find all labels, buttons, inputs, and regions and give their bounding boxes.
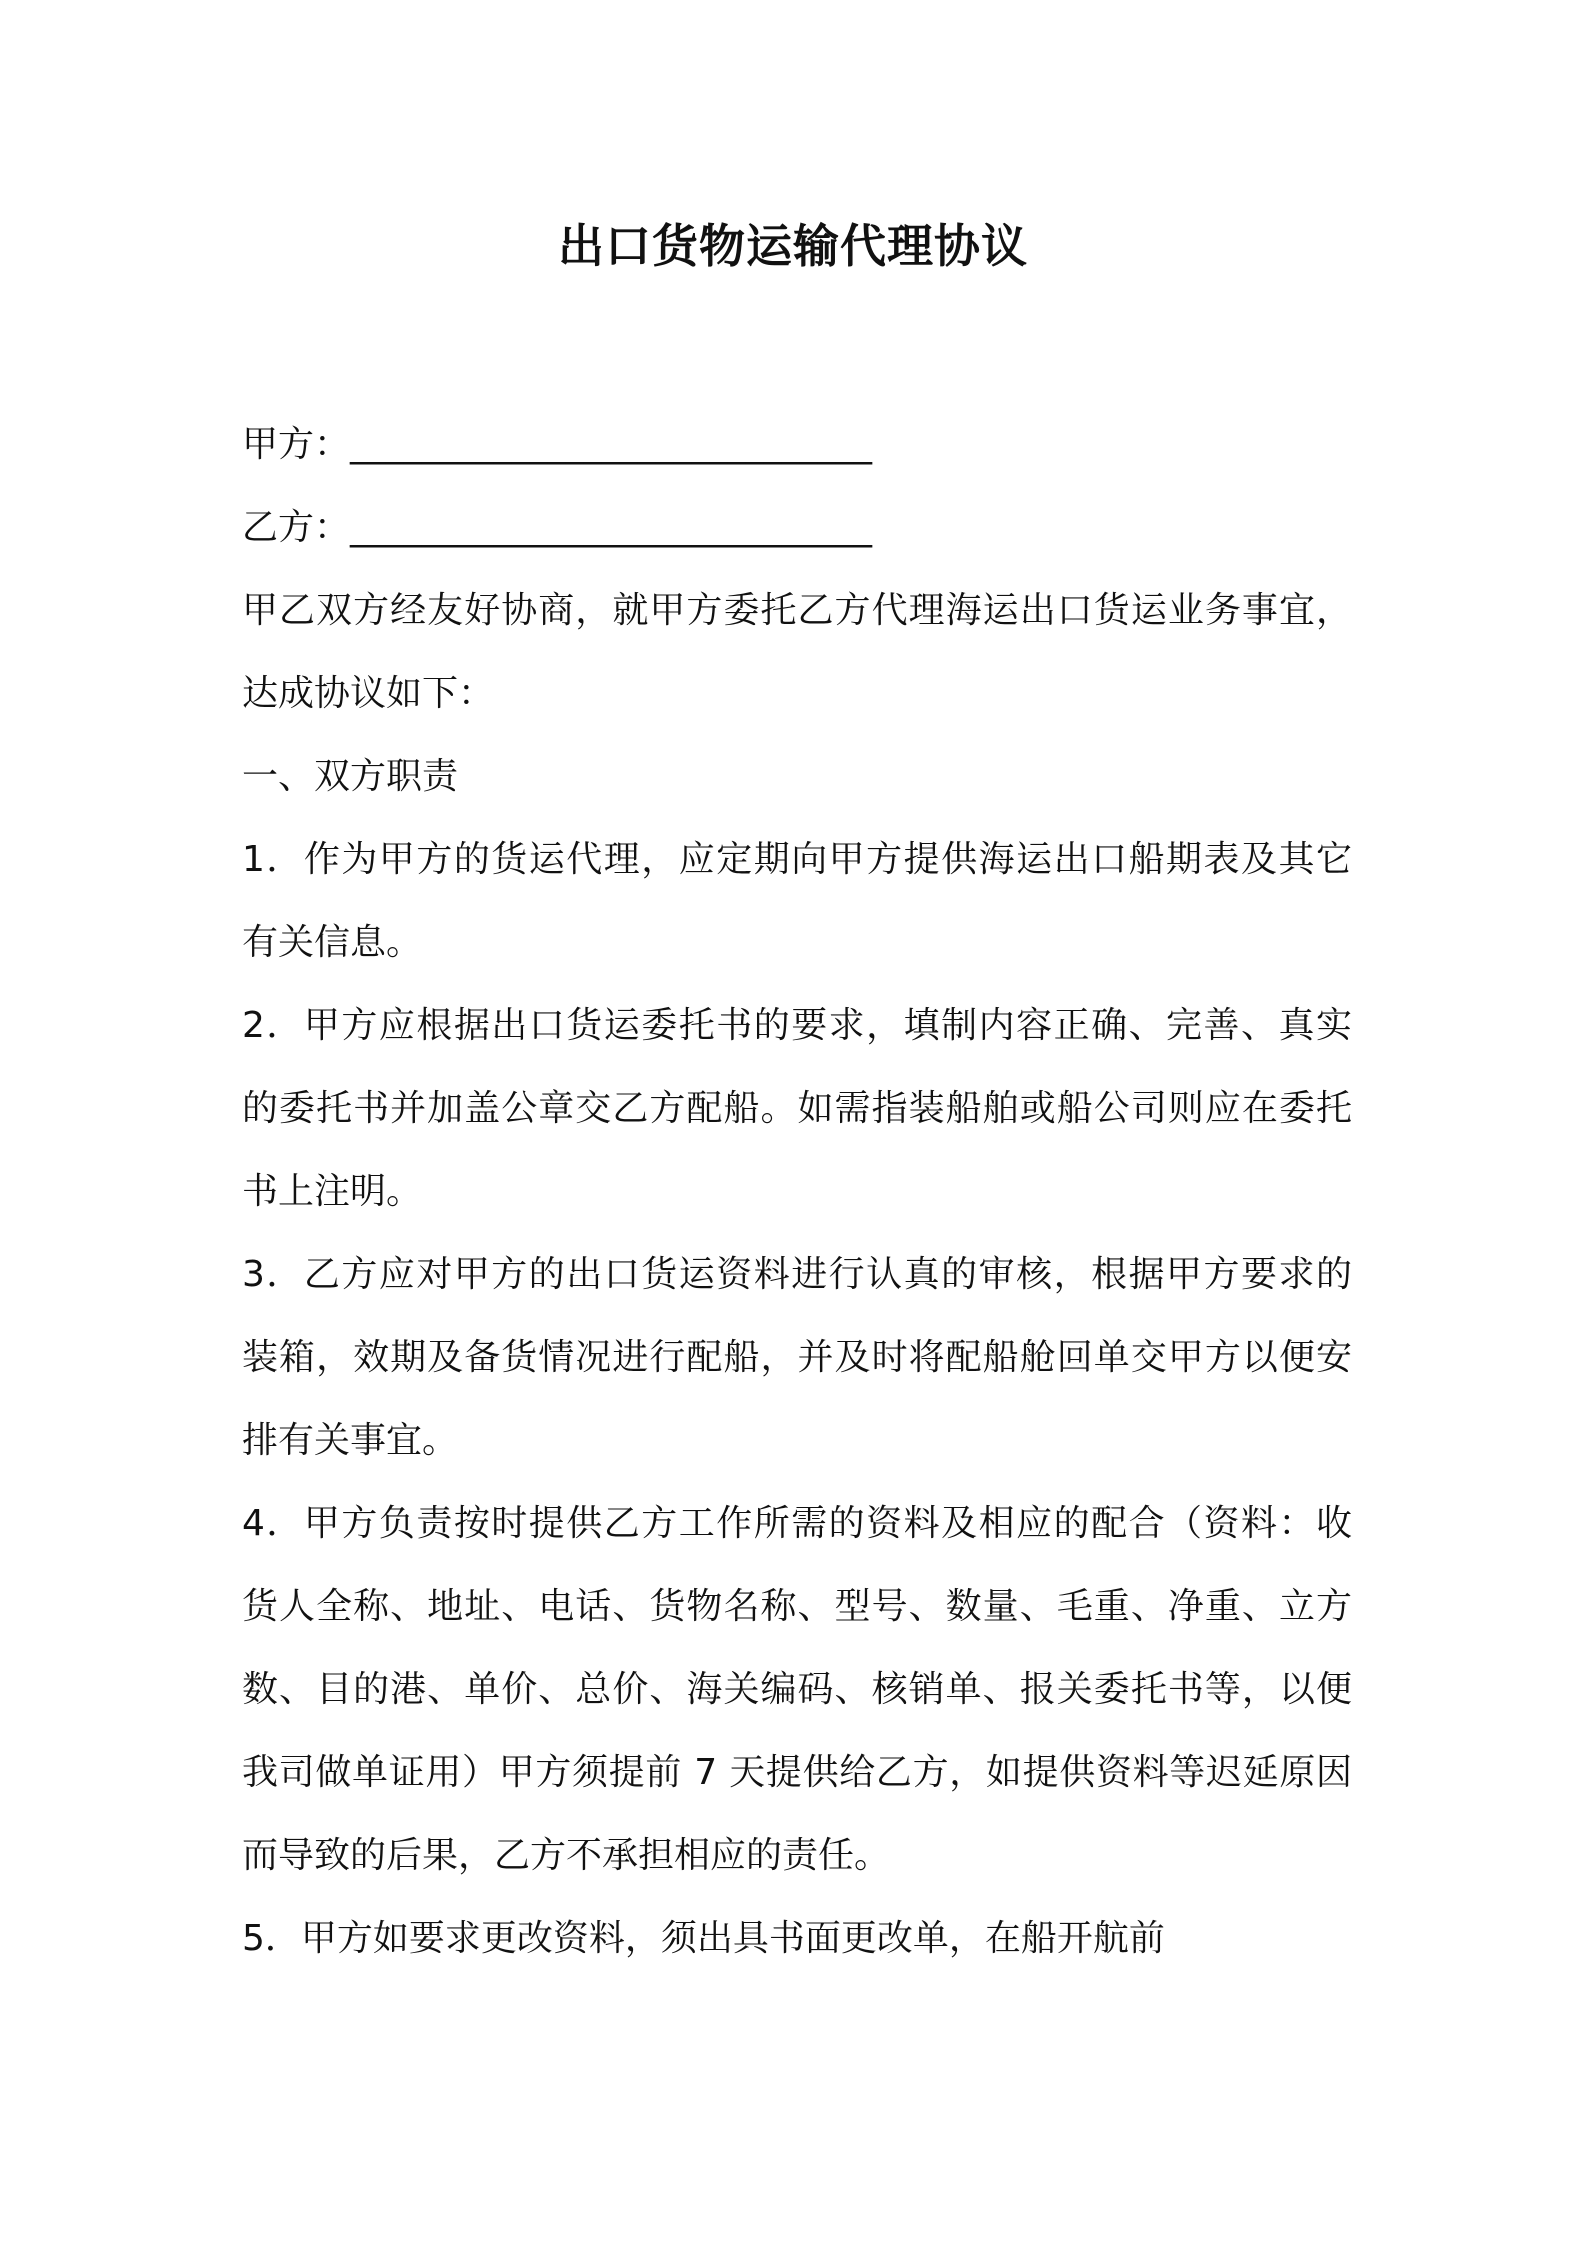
clause-3-line-1: 3．乙方应对甲方的出口货运资料进行认真的审核，根据甲方要求的 <box>242 1254 1352 1295</box>
clause-3-line-3: 排有关事宜。 <box>242 1420 459 1461</box>
clause-4-line-4: 我司做单证用）甲方须提前 7 天提供给乙方，如提供资料等迟延原因 <box>242 1752 1352 1793</box>
document-title: 出口货物运输代理协议 <box>558 219 1028 273</box>
clause-1-line-1: 1．作为甲方的货运代理，应定期向甲方提供海运出口船期表及其它 <box>242 839 1352 880</box>
clause-3-line-2: 装箱，效期及备货情况进行配船，并及时将配船舱回单交甲方以便安 <box>242 1337 1352 1378</box>
preamble-line-2: 达成协议如下： <box>242 673 495 714</box>
clause-2-line-1: 2．甲方应根据出口货运委托书的要求，填制内容正确、完善、真实 <box>242 1005 1352 1046</box>
section-heading: 一、双方职责 <box>242 756 459 797</box>
clause-1-line-2: 有关信息。 <box>242 922 423 963</box>
clause-4-line-2: 货人全称、地址、电话、货物名称、型号、数量、毛重、净重、立方 <box>242 1586 1352 1627</box>
clause-4-line-3: 数、目的港、单价、总价、海关编码、核销单、报关委托书等，以便 <box>242 1669 1352 1710</box>
clause-4-line-5: 而导致的后果，乙方不承担相应的责任。 <box>242 1835 891 1876</box>
clause-5-line-1: 5．甲方如要求更改资料，须出具书面更改单，在船开航前 <box>242 1918 1165 1959</box>
party-a-line: 甲方：_____________________________ <box>242 424 873 465</box>
document-body <box>242 403 1352 1980</box>
party-b-line: 乙方：_____________________________ <box>242 507 873 548</box>
preamble-line-1: 甲乙双方经友好协商，就甲方委托乙方代理海运出口货运业务事宜， <box>242 590 1352 631</box>
clause-2-line-2: 的委托书并加盖公章交乙方配船。如需指装船舶或船公司则应在委托 <box>242 1088 1352 1129</box>
clause-2-line-3: 书上注明。 <box>242 1171 423 1212</box>
clause-4-line-1: 4．甲方负责按时提供乙方工作所需的资料及相应的配合（资料：收 <box>242 1503 1352 1544</box>
